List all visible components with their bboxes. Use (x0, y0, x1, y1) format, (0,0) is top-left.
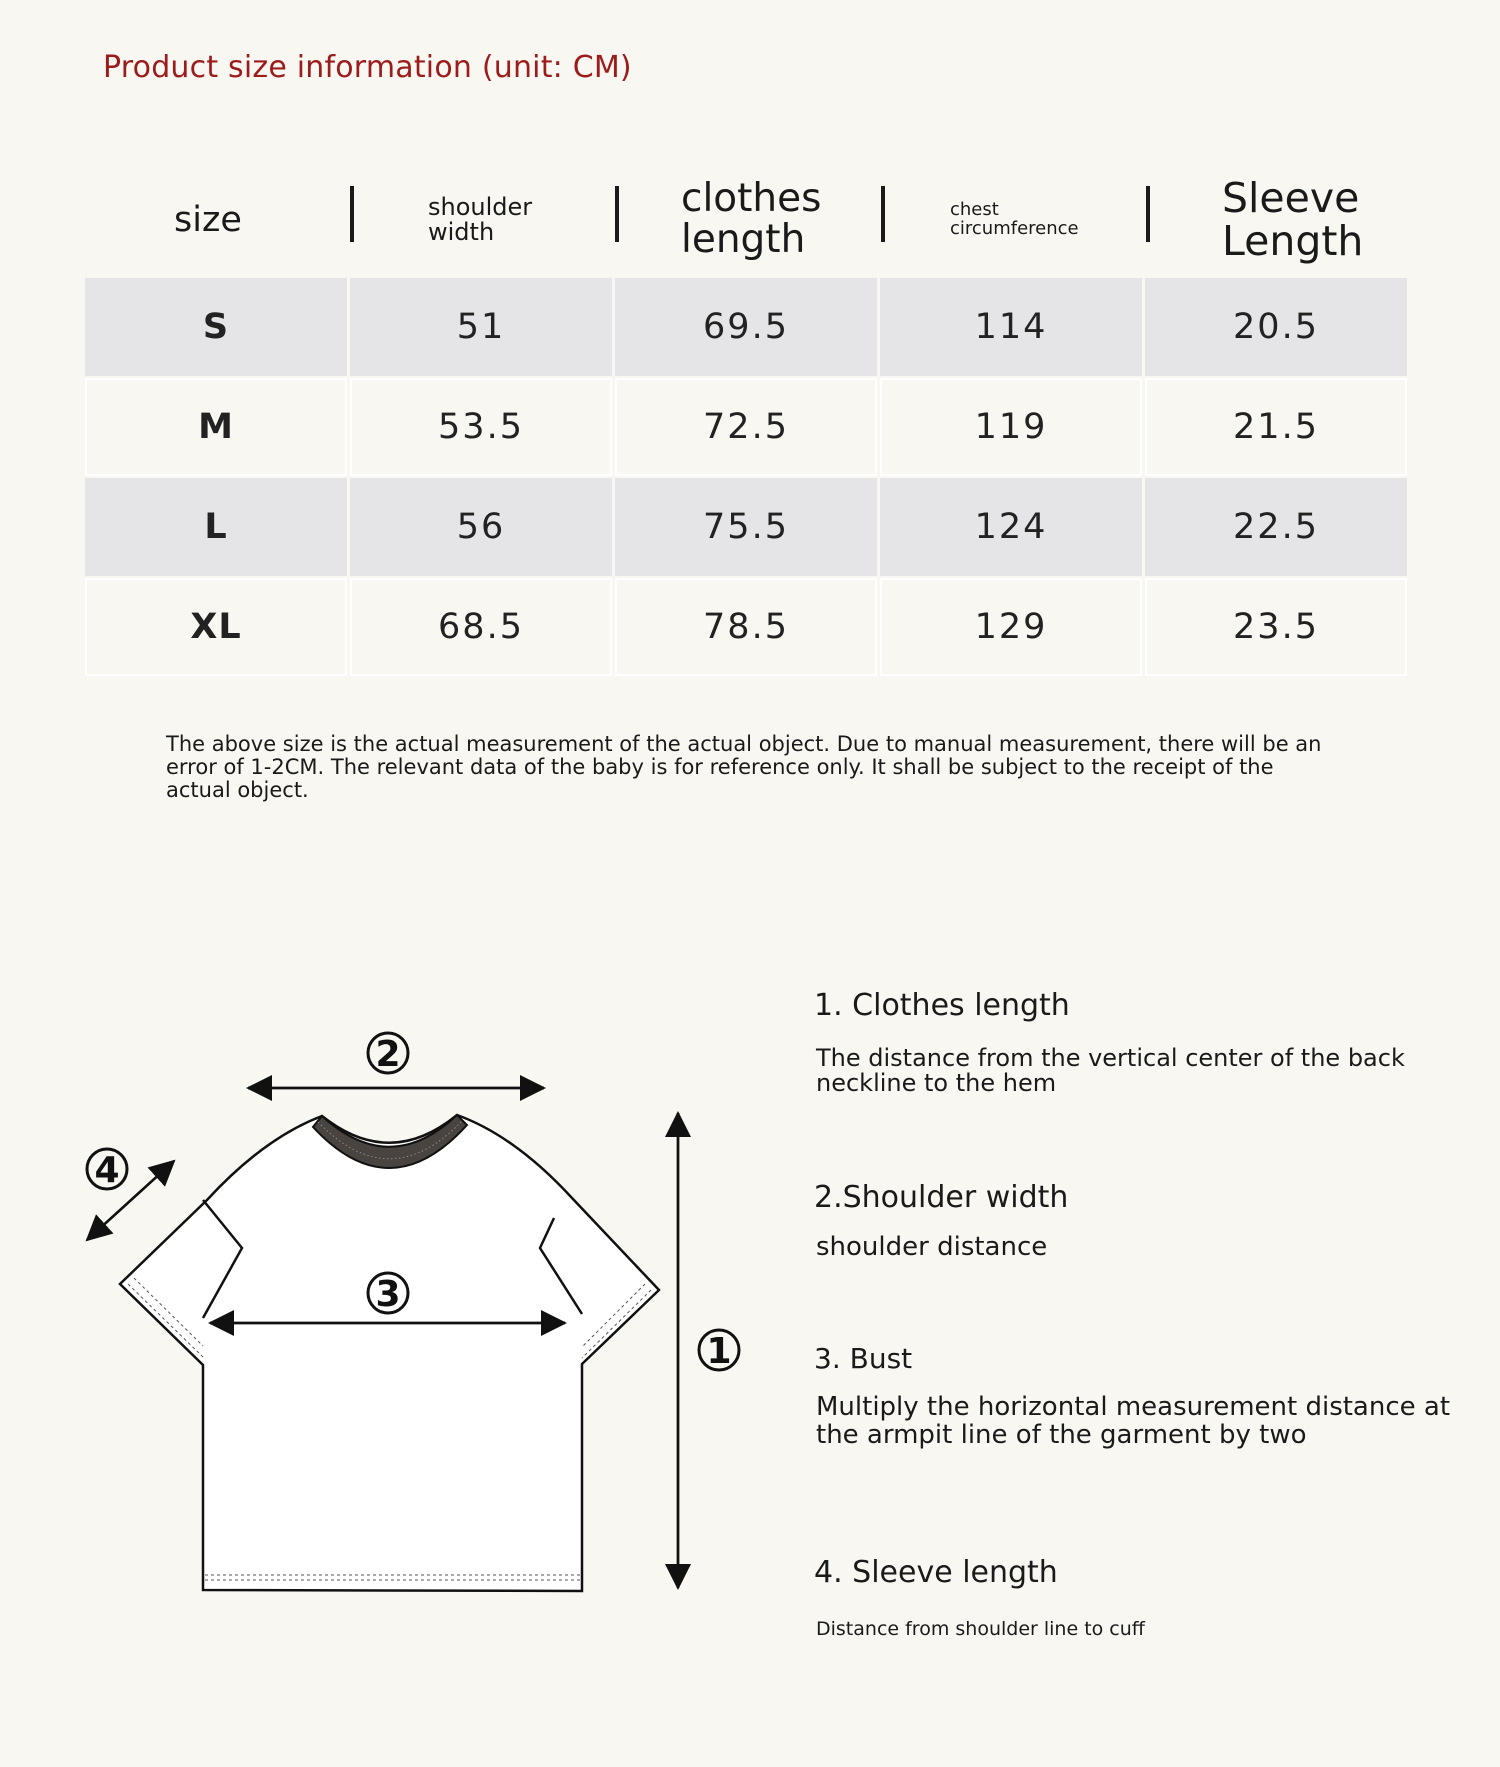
cell-length: 72.5 (615, 378, 877, 476)
cell-shoulder: 56 (350, 478, 612, 576)
legend-desc-1: The distance from the vertical center of the back neckline to the hem (816, 1044, 1405, 1097)
cell-size: S (85, 278, 347, 376)
header-divider (1146, 186, 1150, 242)
tshirt-outline (120, 1115, 659, 1591)
size-table (85, 278, 1415, 678)
legend-title-1: 1. Clothes length (814, 988, 1070, 1023)
cell-length: 75.5 (615, 478, 877, 576)
legend-title-2: 2.Shoulder width (814, 1180, 1069, 1215)
header-shoulder-width: shoulder width (428, 192, 533, 246)
svg-text:3: 3 (375, 1274, 401, 1315)
cell-shoulder: 51 (350, 278, 612, 376)
table-row (85, 578, 1415, 676)
legend-desc-4: Distance from shoulder line to cuff (816, 1618, 1145, 1640)
header-divider (881, 186, 885, 242)
cell-shoulder: 68.5 (350, 578, 612, 676)
cell-size: L (85, 478, 347, 576)
table-row (85, 478, 1415, 576)
cell-sleeve: 23.5 (1145, 578, 1407, 676)
cell-size: M (85, 378, 347, 476)
svg-text:2: 2 (375, 1034, 401, 1075)
table-row (85, 278, 1415, 376)
page-title: Product size information (unit: CM) (103, 50, 632, 85)
header-divider (350, 186, 354, 242)
svg-text:1: 1 (706, 1331, 732, 1372)
header-divider (615, 186, 619, 242)
cell-length: 69.5 (615, 278, 877, 376)
measurement-note: The above size is the actual measurement of the actual object. Due to manual measurement, there will be an error of 1-2CM. The relevant data of the baby is for reference only. It shall be subject to the receipt of the actual object. (166, 732, 1322, 802)
cell-sleeve: 22.5 (1145, 478, 1407, 576)
cell-length: 78.5 (615, 578, 877, 676)
cell-chest: 129 (880, 578, 1142, 676)
legend-title-3: 3. Bust (814, 1342, 913, 1375)
table-row (85, 378, 1415, 476)
svg-text:4: 4 (94, 1150, 120, 1191)
cell-chest: 119 (880, 378, 1142, 476)
tshirt-diagram (70, 1010, 750, 1610)
legend-desc-3: Multiply the horizontal measurement distance at the armpit line of the garment by two (816, 1392, 1451, 1450)
header-sleeve-length: Sleeve Length (1222, 173, 1364, 265)
cell-sleeve: 20.5 (1145, 278, 1407, 376)
header-chest-circumference: chest circumference (950, 199, 1079, 239)
cell-shoulder: 53.5 (350, 378, 612, 476)
header-size: size (174, 199, 242, 240)
legend-title-4: 4. Sleeve length (814, 1555, 1058, 1590)
legend-desc-2: shoulder distance (816, 1232, 1048, 1262)
cell-sleeve: 21.5 (1145, 378, 1407, 476)
header-clothes-length: clothes length (681, 176, 822, 262)
cell-size: XL (85, 578, 347, 676)
cell-chest: 124 (880, 478, 1142, 576)
cell-chest: 114 (880, 278, 1142, 376)
